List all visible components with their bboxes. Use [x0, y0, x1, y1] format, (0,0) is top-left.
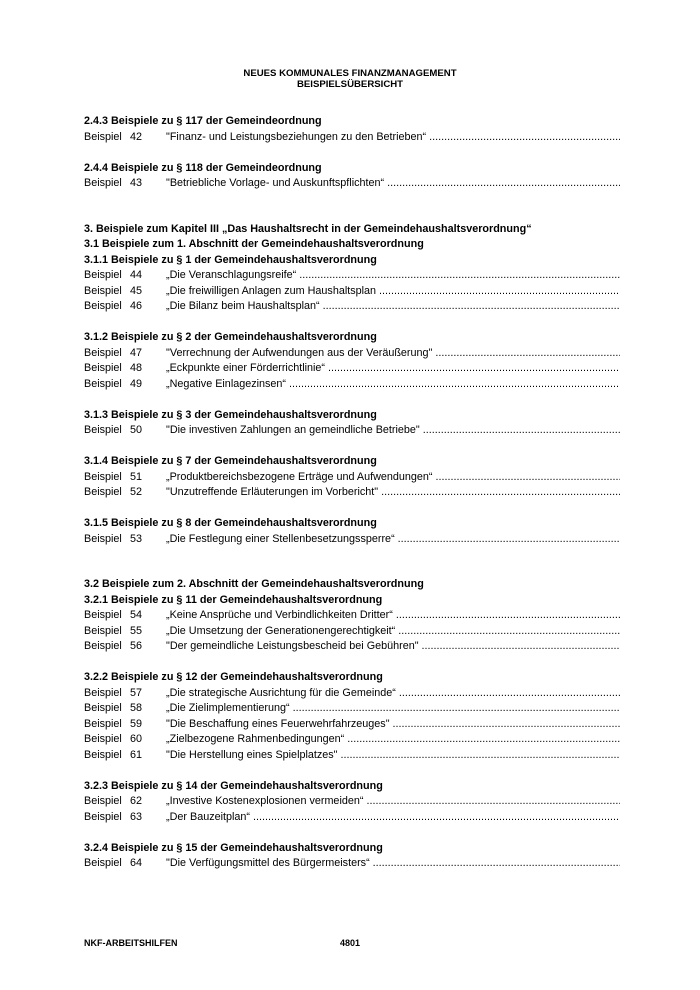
- entry-label: Beispiel: [84, 686, 122, 699]
- entry-label: Beispiel: [84, 702, 122, 714]
- example-entry: [84, 608, 620, 624]
- entry-title: "Die Beschaffung eines Feuerwehrfahrzeuges" .....: [166, 717, 620, 733]
- entry-number: 57: [130, 686, 143, 699]
- entry-label: Beispiel: [84, 640, 122, 652]
- example-entry: [84, 176, 620, 192]
- example-entry: [84, 794, 620, 810]
- example-entry: [84, 268, 620, 284]
- example-entry: [84, 748, 620, 764]
- example-entry: [84, 377, 620, 393]
- example-entry: [84, 299, 620, 315]
- example-entry: [84, 423, 620, 439]
- entry-title: „Die Bilanz beim Haushaltsplan“ .....: [166, 299, 620, 315]
- entry-number: 43: [130, 177, 143, 189]
- entry-number: 56: [130, 640, 143, 652]
- entry-number: 44: [130, 269, 143, 281]
- entry-title: "Unzutreffende Erläuterungen im Vorbericht" .....: [166, 485, 620, 501]
- section-heading: 2.4.4 Beispiele zu § 118 der Gemeindeordnung: [84, 161, 322, 174]
- entry-label: Beispiel: [84, 532, 122, 545]
- entry-number: 48: [130, 362, 143, 374]
- entry-label: Beispiel: [84, 717, 122, 730]
- footer-publication: NKF-ARBEITSHILFEN: [84, 938, 178, 948]
- page-header: [0, 68, 700, 90]
- entry-number: 61: [130, 748, 143, 761]
- entry-label: Beispiel: [84, 486, 122, 498]
- example-entry: [84, 810, 620, 826]
- page-number: 4801: [340, 938, 361, 948]
- entry-label: Beispiel: [84, 810, 122, 823]
- example-entry: [84, 686, 620, 702]
- example-entry: [84, 284, 620, 300]
- header-title: NEUES KOMMUNALES FINANZMANAGEMENT: [243, 68, 457, 79]
- example-entry: [84, 130, 620, 146]
- section-heading: 3.1 Beispiele zum 1. Abschnitt der Gemeindehaushaltsverordnung: [84, 238, 424, 250]
- entry-number: 55: [130, 624, 143, 637]
- entry-label: Beispiel: [84, 284, 122, 297]
- example-entry: [84, 532, 620, 548]
- entry-title: "Betriebliche Vorlage- und Auskunftspflichten“ .....: [166, 176, 620, 192]
- entry-label: Beispiel: [84, 300, 122, 312]
- entry-number: 46: [130, 300, 143, 312]
- entry-number: 64: [130, 857, 143, 869]
- example-entry: [84, 732, 620, 748]
- entry-title: „Die Umsetzung der Generationengerechtigkeit“ .....: [166, 624, 620, 640]
- entry-number: 54: [130, 609, 143, 621]
- entry-label: Beispiel: [84, 609, 122, 621]
- entry-number: 50: [130, 424, 143, 436]
- entry-number: 59: [130, 717, 143, 730]
- entry-number: 51: [130, 470, 143, 483]
- entry-title: „Investive Kostenexplosionen vermeiden“ .....: [166, 794, 620, 810]
- header-subtitle: BEISPIELSÜBERSICHT: [296, 79, 404, 90]
- entry-label: Beispiel: [84, 269, 122, 281]
- section-heading: 3.1.4 Beispiele zu § 7 der Gemeindehaushaltsverordnung: [84, 455, 377, 467]
- entry-number: 52: [130, 486, 143, 498]
- entry-label: Beispiel: [84, 362, 122, 374]
- entry-title: "Die Herstellung eines Spielplatzes" .....: [166, 748, 620, 764]
- entry-title: „Der Bauzeitplan“ .....: [166, 810, 620, 826]
- example-entry: [84, 485, 620, 501]
- example-entry: [84, 701, 620, 717]
- section-heading: 2.4.3 Beispiele zu § 117 der Gemeindeordnung: [84, 115, 322, 127]
- entry-title: "Der gemeindliche Leistungsbescheid bei Gebühren" .....: [166, 639, 620, 655]
- entry-title: „Negative Einlagezinsen“ .....: [166, 377, 620, 393]
- entry-label: Beispiel: [84, 748, 122, 761]
- entry-title: „Die strategische Ausrichtung für die Gemeinde“ .....: [166, 686, 620, 702]
- example-entry: [84, 361, 620, 377]
- chapter-heading: 3. Beispiele zum Kapitel III „Das Haushaltsrecht in der Gemeindehaushaltsverordnung“: [84, 222, 532, 235]
- example-entry: [84, 624, 620, 640]
- example-entry: [84, 717, 620, 733]
- example-index: [84, 114, 620, 872]
- entry-title: „Keine Ansprüche und Verbindlichkeiten Dritter“ .....: [166, 608, 620, 624]
- example-entry: [84, 639, 620, 655]
- example-entry: [84, 346, 620, 362]
- example-entry: [84, 470, 620, 486]
- section-heading: 3.2 Beispiele zum 2. Abschnitt der Gemeindehaushaltsverordnung: [84, 578, 424, 590]
- entry-title: „Zielbezogene Rahmenbedingungen“ .....: [166, 732, 620, 748]
- entry-number: 47: [130, 346, 143, 359]
- entry-label: Beispiel: [84, 733, 122, 745]
- entry-number: 45: [130, 284, 143, 297]
- entry-number: 63: [130, 810, 143, 823]
- section-heading: 3.1.2 Beispiele zu § 2 der Gemeindehaushaltsverordnung: [84, 331, 377, 343]
- entry-label: Beispiel: [84, 177, 122, 189]
- section-heading: 3.1.3 Beispiele zu § 3 der Gemeindehaushaltsverordnung: [84, 408, 377, 421]
- section-heading: 3.2.1 Beispiele zu § 11 der Gemeindehaushaltsverordnung: [84, 593, 383, 606]
- entry-label: Beispiel: [84, 346, 122, 359]
- entry-label: Beispiel: [84, 795, 122, 807]
- section-heading: 3.2.4 Beispiele zu § 15 der Gemeindehaushaltsverordnung: [84, 841, 383, 854]
- entry-number: 62: [130, 795, 143, 807]
- entry-label: Beispiel: [84, 470, 122, 483]
- entry-number: 53: [130, 532, 143, 545]
- section-heading: 3.2.2 Beispiele zu § 12 der Gemeindehaushaltsverordnung: [84, 671, 383, 683]
- entry-title: "Verrechnung der Aufwendungen aus der Veräußerung" .....: [166, 346, 620, 362]
- entry-title: „Eckpunkte einer Förderrichtlinie“ .....: [166, 361, 620, 377]
- entry-label: Beispiel: [84, 130, 122, 143]
- entry-number: 49: [130, 377, 143, 390]
- section-heading: 3.1.1 Beispiele zu § 1 der Gemeindehaushaltsverordnung: [84, 253, 377, 266]
- entry-number: 60: [130, 733, 143, 745]
- entry-label: Beispiel: [84, 424, 122, 436]
- entry-title: „Die Zielimplementierung“ .....: [166, 701, 620, 717]
- example-entry: [84, 856, 620, 872]
- entry-label: Beispiel: [84, 857, 122, 869]
- entry-title: "Finanz- und Leistungsbeziehungen zu den Betrieben“ .....: [166, 130, 620, 146]
- entry-title: „Produktbereichsbezogene Erträge und Aufwendungen“ .....: [166, 470, 620, 486]
- entry-title: "Die Verfügungsmittel des Bürgermeisters“ .....: [166, 856, 620, 872]
- entry-title: „Die Festlegung einer Stellenbesetzungssperre“ .....: [166, 532, 620, 548]
- entry-number: 42: [130, 130, 143, 143]
- entry-label: Beispiel: [84, 377, 122, 390]
- entry-number: 58: [130, 702, 143, 714]
- entry-label: Beispiel: [84, 624, 122, 637]
- entry-title: „Die freiwilligen Anlagen zum Haushaltsplan .....: [166, 284, 620, 300]
- entry-title: „Die Veranschlagungsreife“ .....: [166, 268, 620, 284]
- section-heading: 3.2.3 Beispiele zu § 14 der Gemeindehaushaltsverordnung: [84, 779, 383, 792]
- entry-title: "Die investiven Zahlungen an gemeindliche Betriebe" .....: [166, 423, 620, 439]
- section-heading: 3.1.5 Beispiele zu § 8 der Gemeindehaushaltsverordnung: [84, 517, 377, 529]
